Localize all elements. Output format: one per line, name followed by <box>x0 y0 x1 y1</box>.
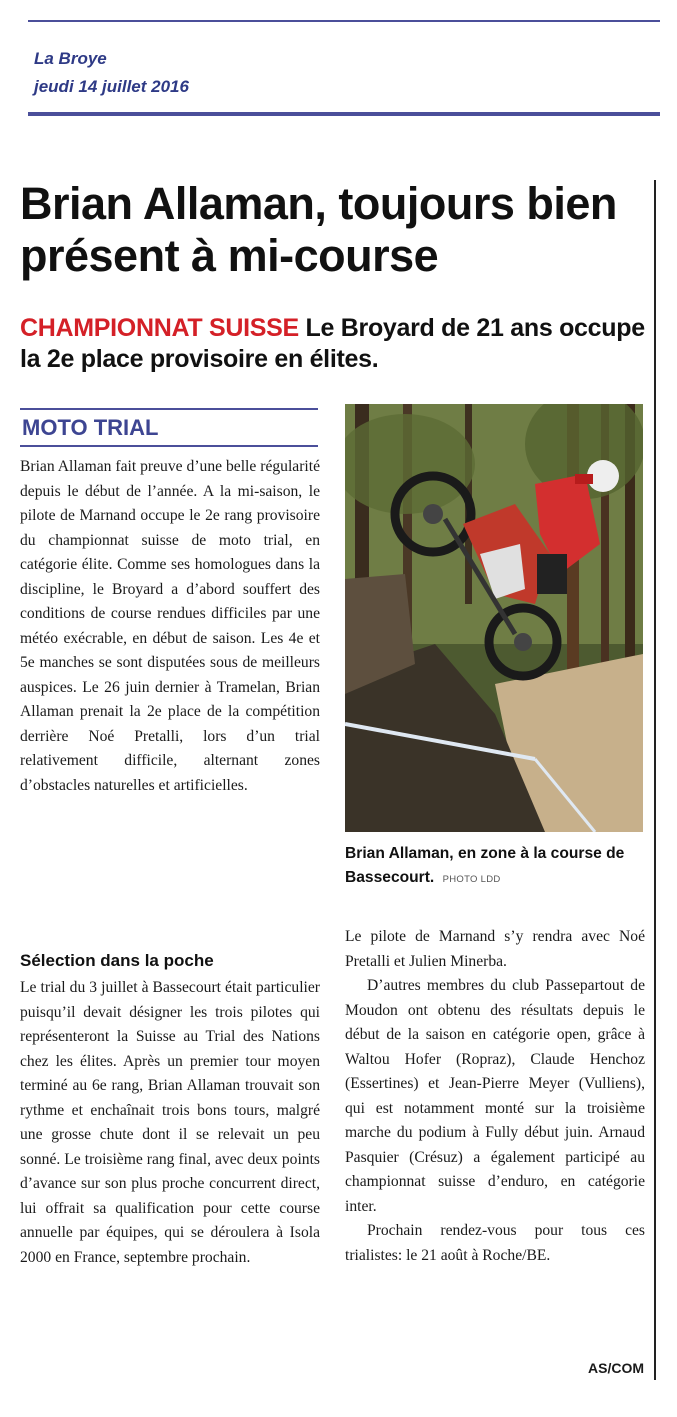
body-paragraph-1: Brian Allaman fait preuve d’une belle régularité depuis le début de l’année. A la mi-saison, le pilote de Marnand occupe le 2e rang provisoire du championnat suisse de moto trial, en catégorie élite. Comme ses homologues dans la discipline, le Broyard a d’abord souffert des conditions de course rendues difficiles par une météo exécrable, en début de saison. Les 4e et 5e manches se sont disputées sous de meilleurs auspices. Le 26 juin dernier à Tramelan, Brian Allaman prenait la 2e place de la compétition derrière Noé Pretalli, lors d’un trial relativement difficile, alternant zones d’obstacles naturelles et artificielles. <box>20 458 320 794</box>
photo-caption <box>345 842 645 892</box>
article-headline: Brian Allaman, toujours bien présent à mi-course <box>20 178 617 281</box>
header-rule-bottom <box>28 112 660 116</box>
motorcycle-trial-photo <box>345 404 643 832</box>
article-photo <box>345 404 643 832</box>
lead-text: Le Broyard de 21 ans occupe la 2e place provisoire en élites. <box>20 314 645 373</box>
section-rule-top <box>20 408 318 410</box>
body-column-2 <box>345 925 645 1268</box>
photo-credit: PHOTO LDD <box>442 874 501 885</box>
body-column-1 <box>20 455 320 798</box>
publication-date: jeudi 14 juillet 2016 <box>34 77 189 96</box>
lead-kicker: CHAMPIONNAT SUISSE <box>20 314 299 342</box>
body-paragraph-4: D’autres membres du club Passepartout de Moudon ont obtenu des résultats depuis le début de la saison en catégorie open, grâce à Waltou Hofer (Ropraz), Claude Henchoz (Essertines) et Jean-Pierre Meyer (Vulliens), qui est notamment monté sur la troisième marche du podium à Fully début juin. Arnaud Pasquier (Crésuz) a également participé au championnat suisse d’enduro, en catégorie inter. <box>345 977 645 1215</box>
body-paragraph-2: Le trial du 3 juillet à Bassecourt était particulier puisqu’il devait désigner les trois pilotes qui représenteront la Suisse au Trial des Nations chez les élites. Après un premier tour moyen terminé au 6e rang, Brian Allaman trouvait son rythme et enchaînait trois bons tours, malgré une grosse chute dont il se relevait un peu sonné. Le troisième rang final, avec deux points d’avance sur son plus proche concurrent direct, lui offrait sa qualification pour cette course annuelle par équipes, qui se déroulera à Isola 2000 en France, septembre prochain. <box>20 979 320 1266</box>
body-paragraph-5: Prochain rendez-vous pour tous ces trialistes: le 21 août à Roche/BE. <box>345 1222 645 1264</box>
header-rule-top <box>28 20 660 22</box>
author-signature: AS/COM <box>588 1360 644 1376</box>
section-rule-bottom <box>20 445 318 447</box>
column-divider-right <box>654 180 656 1380</box>
section-label: MOTO TRIAL <box>22 415 159 440</box>
article-lead <box>20 313 650 375</box>
body-paragraph-3: Le pilote de Marnand s’y rendra avec Noé Pretalli et Julien Minerba. <box>345 928 645 970</box>
publication-name: La Broye <box>34 49 107 68</box>
caption-text: Brian Allaman, en zone à la course de Bassecourt. <box>345 845 625 886</box>
body-column-1-continued <box>20 976 320 1270</box>
subheading: Sélection dans la poche <box>20 951 214 970</box>
